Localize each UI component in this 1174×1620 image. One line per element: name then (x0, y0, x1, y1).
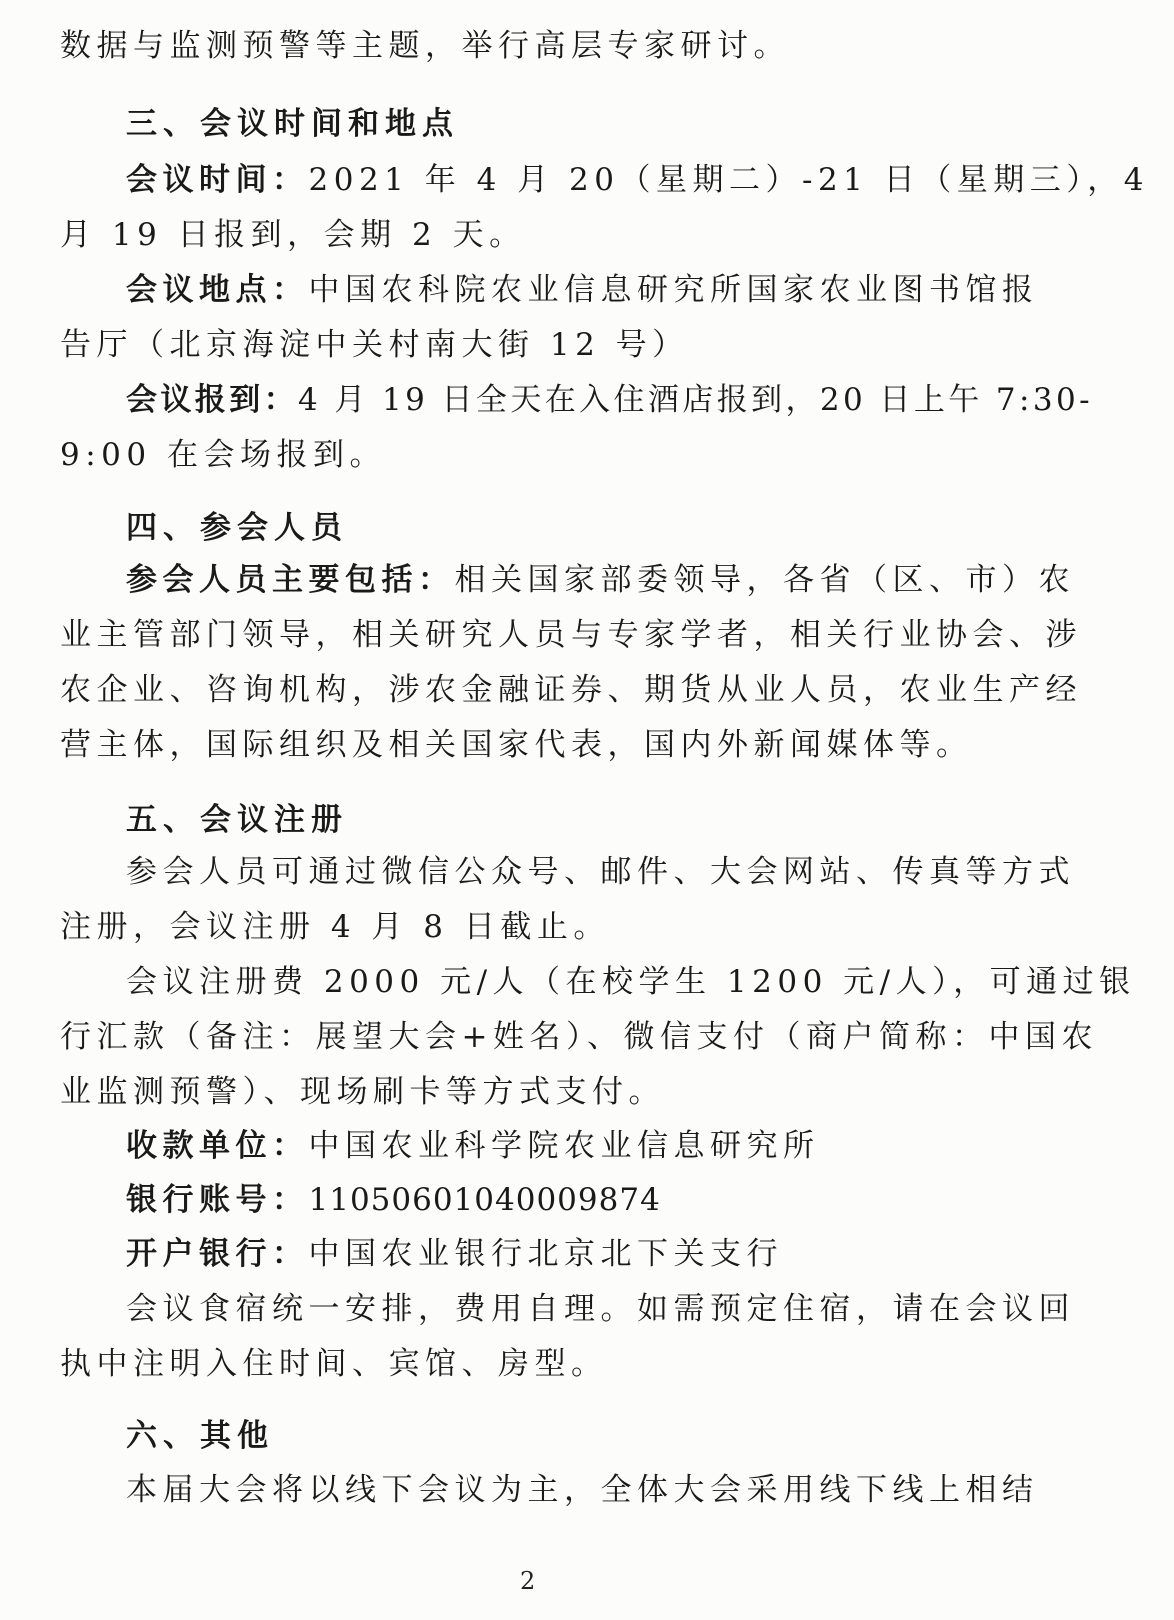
paragraph-line: 营主体，国际组织及相关国家代表，国内外新闻媒体等。 (60, 727, 973, 763)
bank-name-line (0, 1234, 1174, 1274)
payee-value: 中国农业科学院农业信息研究所 (308, 1128, 820, 1164)
section-heading-3: 三、会议时间和地点 (126, 106, 459, 142)
payee-label: 收款单位： (126, 1128, 309, 1164)
meeting-place-label: 会议地点： (126, 272, 309, 308)
meeting-registration-label: 会议报到： (126, 382, 298, 418)
bank-account-value: 11050601040009874 (308, 1182, 661, 1218)
paragraph-line: 数据与监测预警等主题，举行高层专家研讨。 (60, 28, 790, 64)
paragraph-line: 行汇款（备注：展望大会+姓名）、微信支付（商户简称：中国农 (60, 1019, 1098, 1055)
bank-account-label: 银行账号： (126, 1182, 309, 1218)
payee-line (0, 1126, 1174, 1166)
bank-name-label: 开户银行： (126, 1236, 309, 1272)
paragraph-line: 业主管部门领导，相关研究人员与专家学者，相关行业协会、涉 (60, 617, 1082, 653)
bank-name-value: 中国农业银行北京北下关支行 (308, 1236, 783, 1272)
section-heading-6: 六、其他 (126, 1418, 274, 1454)
paragraph-line: 业监测预警）、现场刷卡等方式支付。 (60, 1074, 665, 1110)
meeting-place-value: 中国农科院农业信息研究所国家农业图书馆报 (308, 272, 1039, 308)
page-number: 2 (520, 1567, 536, 1595)
paragraph-line: 农企业、咨询机构，涉农金融证券、期货从业人员，农业生产经 (60, 672, 1082, 708)
paragraph-line: 会议食宿统一安排，费用自理。如需预定住宿，请在会议回 (126, 1291, 1075, 1327)
meeting-time-value: 2021 年 4 月 20（星期二）-21 日（星期三），4 (308, 162, 1149, 198)
paragraph-line: 参会人员可通过微信公众号、邮件、大会网站、传真等方式 (126, 854, 1075, 890)
meeting-time-label: 会议时间： (126, 162, 309, 198)
meeting-place-continued: 告厅（北京海淀中关村南大街 12 号） (60, 327, 689, 363)
attendees-label: 参会人员主要包括： (126, 562, 455, 598)
registration-fee-line: 会议注册费 2000 元/人（在校学生 1200 元/人），可通过银 (126, 964, 1136, 1000)
meeting-registration-line (0, 380, 1174, 420)
meeting-registration-value: 4 月 19 日全天在入住酒店报到，20 日上午 7:30- (298, 382, 1093, 418)
meeting-place-line (0, 270, 1174, 310)
paragraph-line: 执中注明入住时间、宾馆、房型。 (60, 1346, 608, 1382)
meeting-time-continued: 月 19 日报到，会期 2 天。 (60, 217, 526, 253)
section-heading-5: 五、会议注册 (126, 802, 348, 838)
bank-account-line (0, 1180, 1174, 1220)
meeting-registration-continued: 9:00 在会场报到。 (60, 437, 386, 473)
section-heading-4: 四、参会人员 (126, 510, 348, 546)
attendees-line (0, 560, 1174, 600)
attendees-value: 相关国家部委领导，各省（区、市）农 (454, 562, 1075, 598)
paragraph-line: 注册，会议注册 4 月 8 日截止。 (60, 909, 610, 945)
paragraph-line: 本届大会将以线下会议为主，全体大会采用线下线上相结 (126, 1472, 1039, 1508)
meeting-time-line (0, 160, 1174, 200)
